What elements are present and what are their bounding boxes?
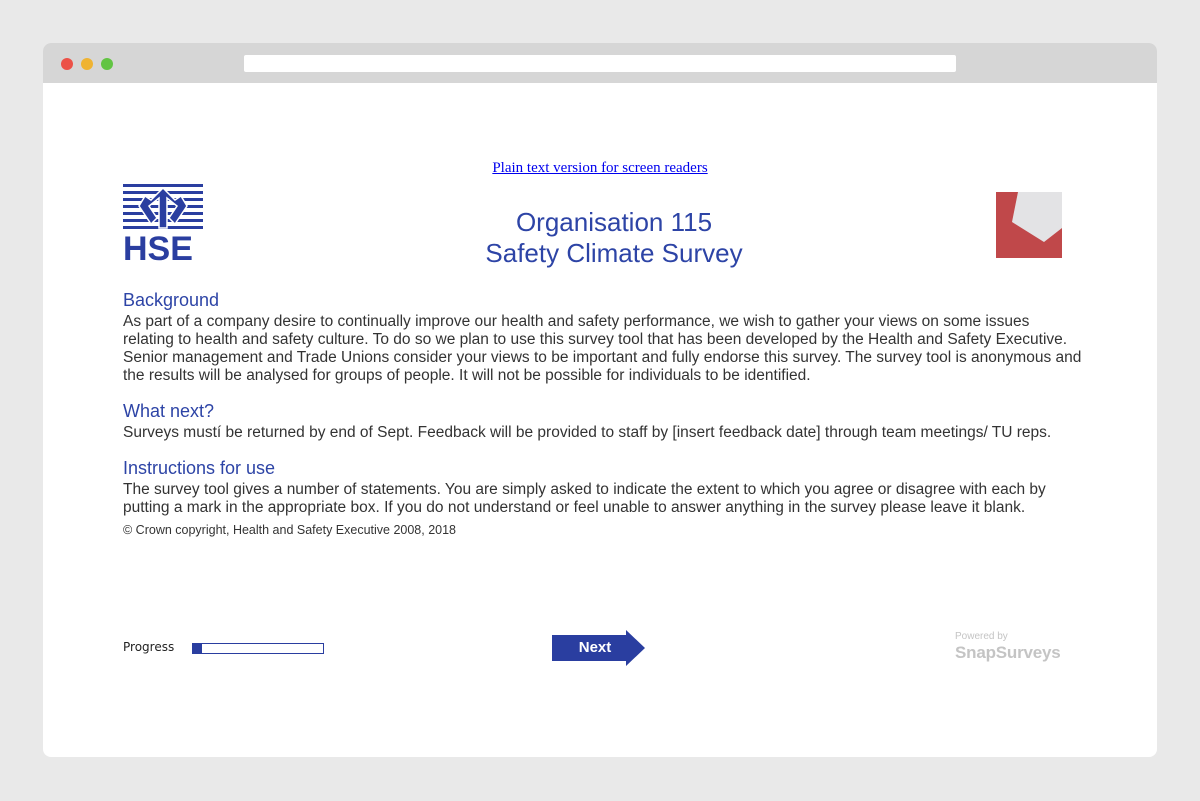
section-body: As part of a company desire to continually improve our health and safety performance, we wish to gather your views on some issues relating to health and safety culture. To do so we plan to use this survey tool that has been developed by the Health and Safety Executive. Senior management and Trade Unions consider your views to be important and fully endorse this survey. The survey tool is anonymous and the results will be analysed for groups of people. It will not be possible for individuals to be identified.: [123, 313, 1082, 384]
minimize-window-button[interactable]: [81, 58, 93, 70]
section-what-next: [123, 400, 1083, 442]
section-heading: Instructions for use: [123, 458, 276, 478]
snapsurveys-brand: SnapSurveys: [955, 643, 1061, 662]
section-heading: Background: [123, 290, 220, 310]
plain-text-link-row: [43, 160, 1157, 177]
section-body: Surveys mustí be returned by end of Sept. Feedback will be provided to staff by [insert feedback date] through team meetings/ TU reps.: [123, 424, 1052, 441]
plain-text-version-link[interactable]: Plain text version for screen readers: [492, 160, 708, 176]
section-body: The survey tool gives a number of statements. You are simply asked to indicate the extent to which you agree or disagree with each by putting a mark in the appropriate box. If you do not understand or feel unable to answer anything in the survey please leave it blank.: [123, 481, 1046, 516]
section-heading: What next?: [123, 401, 215, 421]
section-instructions: [123, 457, 1083, 517]
progress-bar: [192, 643, 324, 654]
survey-intro: [123, 289, 1083, 538]
copyright-notice: © Crown copyright, Health and Safety Executive 2008, 2018: [123, 523, 457, 537]
section-background: [123, 289, 1083, 385]
powered-by-snapsurveys[interactable]: [955, 631, 1075, 663]
browser-window: [43, 43, 1157, 757]
progress-bar-fill: [193, 644, 202, 653]
maximize-window-button[interactable]: [101, 58, 113, 70]
close-window-button[interactable]: [61, 58, 73, 70]
powered-by-label: Powered by: [955, 631, 1008, 642]
page-title-survey: Safety Climate Survey: [485, 238, 743, 268]
organisation-logo-icon: [996, 192, 1062, 258]
page-title: [43, 207, 1157, 269]
hse-logo-text: HSE: [123, 230, 193, 268]
organisation-logo: [996, 192, 1062, 258]
address-bar[interactable]: [244, 55, 956, 72]
next-button[interactable]: [552, 630, 645, 666]
progress-label: Progress: [123, 640, 175, 654]
title-bar: [43, 43, 1157, 83]
next-button-label: Next: [578, 639, 612, 656]
page-title-organisation: Organisation 115: [515, 207, 713, 237]
